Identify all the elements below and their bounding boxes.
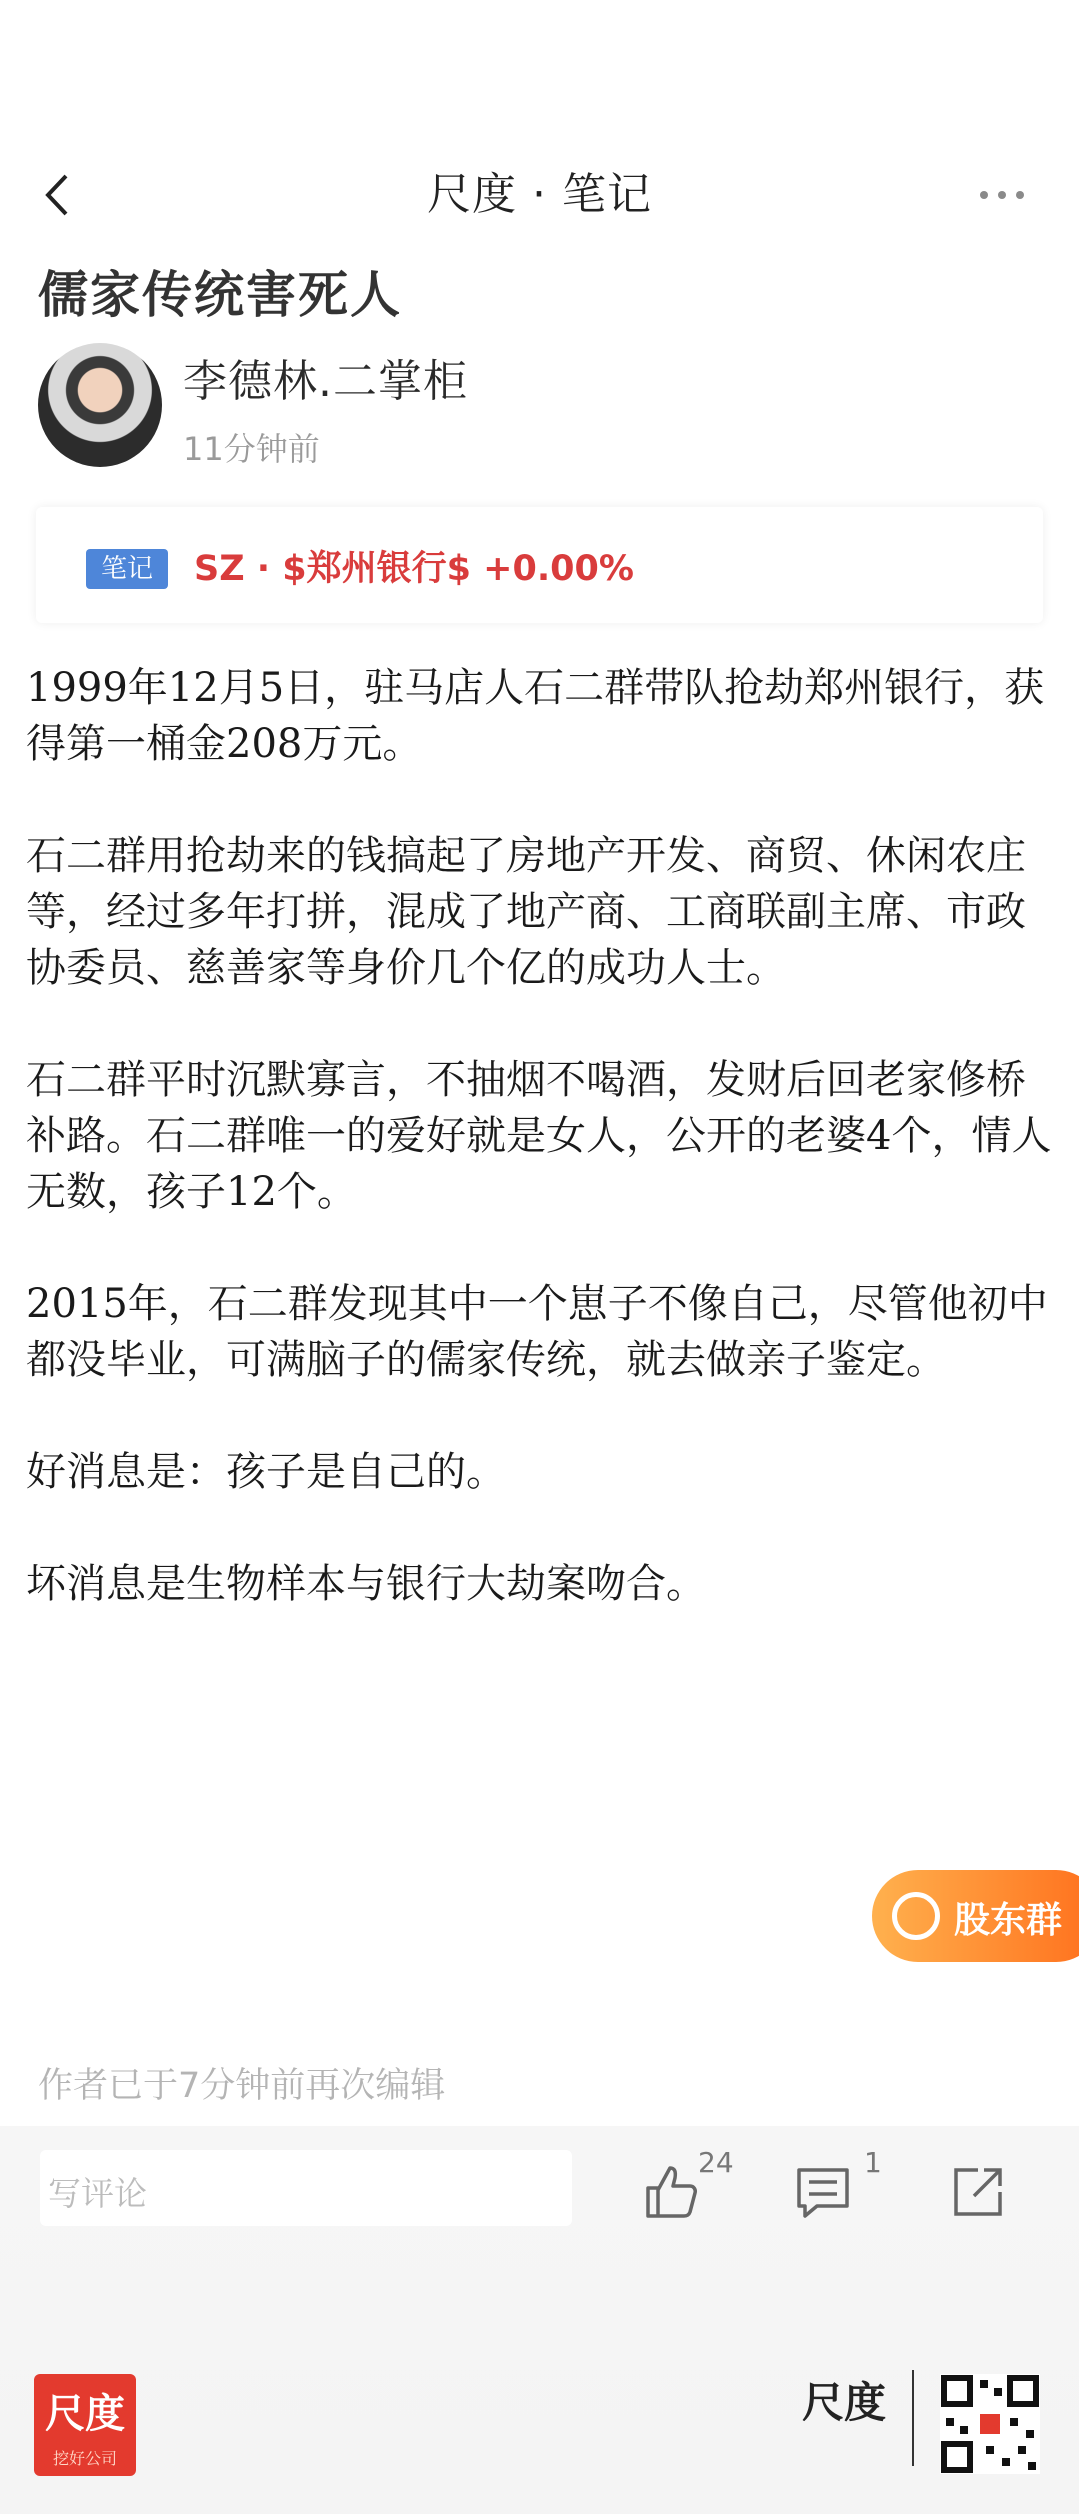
post-time: 11分钟前 [183,430,320,468]
page-title: 尺度 · 笔记 [427,169,652,220]
app-logo [34,2374,136,2476]
shareholder-group-button[interactable] [872,1870,1079,1962]
comment-count: 1 [864,2146,882,2179]
edit-notice: 作者已于7分钟前再次编辑 [38,2066,446,2106]
chat-bubble-icon [892,1892,940,1940]
qr-code [940,2374,1040,2474]
comment-input[interactable] [40,2150,572,2226]
logo-text: 尺度 [45,2391,125,2437]
thumbs-up-icon [640,2162,700,2222]
avatar[interactable] [38,343,162,467]
top-nav [0,140,1079,250]
note-badge: 笔记 [86,549,168,589]
brand-name: 尺度 [802,2378,887,2427]
logo-subtitle: 挖好公司 [52,2449,117,2468]
divider [912,2370,914,2466]
share-button[interactable] [948,2162,1008,2222]
like-button[interactable] [640,2162,700,2222]
paragraph: 2015年，石二群发现其中一个崽子不像自己，尽管他初中都没毕业，可满脑子的儒家传统，就去做亲子鉴定。 [26,1281,1048,1383]
like-count: 24 [698,2146,734,2179]
stock-tag-bar[interactable] [36,507,1043,623]
share-icon [948,2162,1008,2222]
stock-quote[interactable]: SZ · $郑州银行$ +0.00% [194,549,634,589]
shareholder-group-label: 股东群 [954,1900,1063,1941]
post-title: 儒家传统害死人 [38,266,402,324]
paragraph: 石二群平时沉默寡言，不抽烟不喝酒，发财后回老家修桥补路。石二群唯一的爱好就是女人，公开的老婆4个，情人无数，孩子12个。 [26,1057,1052,1215]
comment-button[interactable] [793,2162,853,2222]
paragraph: 1999年12月5日，驻马店人石二群带队抢劫郑州银行，获得第一桶金208万元。 [26,665,1045,767]
post-body [26,660,1056,1668]
paragraph: 石二群用抢劫来的钱搞起了房地产开发、商贸、休闲农庄等，经过多年打拼，混成了地产商、工商联副主席、市政协委员、慈善家等身价几个亿的成功人士。 [26,833,1026,991]
author-name[interactable]: 李德林.二掌柜 [183,356,468,407]
more-icon[interactable] [980,170,1040,220]
comment-placeholder: 写评论 [48,2174,147,2213]
bottom-bar [0,2126,1079,2514]
paragraph: 坏消息是生物样本与银行大劫案吻合。 [26,1561,706,1607]
comment-icon [793,2162,853,2222]
paragraph: 好消息是：孩子是自己的。 [26,1449,506,1495]
